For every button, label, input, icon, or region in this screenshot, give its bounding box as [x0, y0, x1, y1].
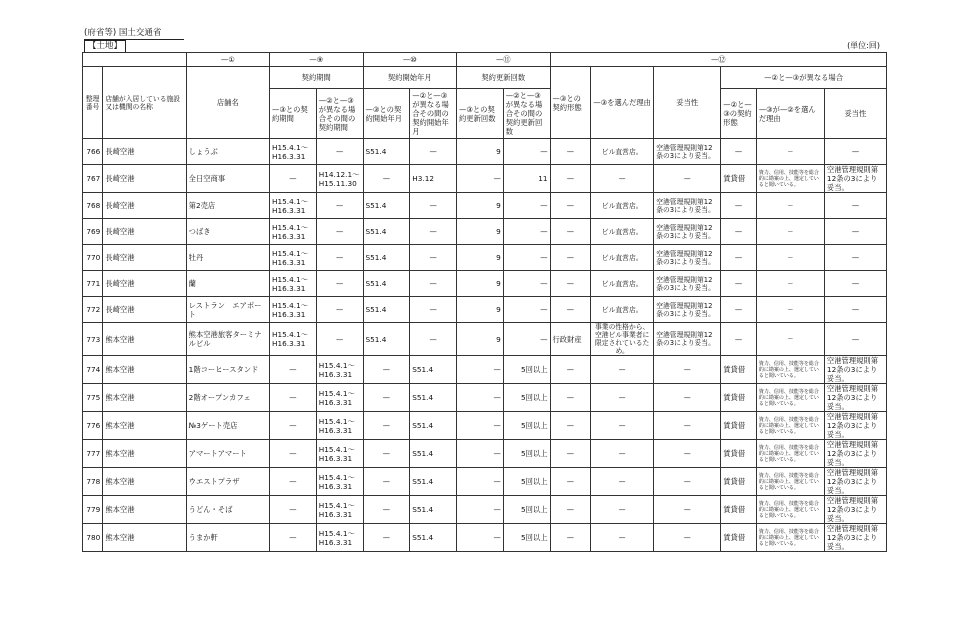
cell-p2: H15.4.1～H16.3.31 [316, 356, 363, 384]
cell-store: 全日空商事 [186, 165, 269, 193]
cell-valid: — [654, 468, 721, 496]
cell-p2: — [316, 219, 363, 245]
cell-s3: S51.4 [363, 219, 410, 245]
cell-form2: — [721, 271, 757, 297]
cell-r2: 5回以上 [503, 384, 550, 412]
table-row [83, 412, 887, 440]
contract-table [82, 52, 887, 552]
cell-form2: — [721, 297, 757, 323]
cell-form2: — [721, 323, 757, 356]
cell-store: 2階オープンカフェ [186, 384, 269, 412]
cell-s2: S51.4 [410, 384, 457, 412]
cell-reason2: — [756, 193, 824, 219]
cell-s2: — [410, 219, 457, 245]
cell-form3: — [550, 219, 591, 245]
cell-reason3: ビル直営店。 [591, 297, 654, 323]
cell-s2: S51.4 [410, 440, 457, 468]
unit-label: (単位:回) [847, 41, 880, 50]
cell-r3: — [457, 440, 504, 468]
cell-r3: 9 [457, 297, 504, 323]
facility-header: 店舗が入居している施設又は機関の名称 [103, 67, 186, 139]
cell-p2: H15.4.1～H16.3.31 [316, 440, 363, 468]
cell-store: つばき [186, 219, 269, 245]
cell-valid2: 空港管理規則第12条の3により妥当。 [824, 440, 886, 468]
cell-facility: 熊本空港 [103, 323, 186, 356]
cell-s2: S51.4 [410, 468, 457, 496]
cell-form3: — [550, 139, 591, 165]
cell-valid: — [654, 412, 721, 440]
cell-reason3: — [591, 165, 654, 193]
table-row [83, 468, 887, 496]
cell-store: アマートアマート [186, 440, 269, 468]
cell-valid2: — [824, 245, 886, 271]
valid2-header: 妥当性 [824, 89, 886, 139]
cell-facility: 熊本空港 [103, 524, 186, 552]
cell-r2: 5回以上 [503, 412, 550, 440]
cell-valid2: — [824, 323, 886, 356]
cell-p2: — [316, 245, 363, 271]
cell-facility: 長崎空港 [103, 165, 186, 193]
cell-reason2: — [756, 297, 824, 323]
cell-s3: — [363, 165, 410, 193]
cell-s3: S51.4 [363, 323, 410, 356]
cell-num: 778 [83, 468, 103, 496]
cell-store: 第2売店 [186, 193, 269, 219]
cell-valid: — [654, 524, 721, 552]
cell-valid2: — [824, 271, 886, 297]
cell-r2: — [503, 193, 550, 219]
table-row [83, 384, 887, 412]
cell-store: レストラン エアポート [186, 297, 269, 323]
cell-p3: H15.4.1～H16.3.31 [270, 139, 317, 165]
cell-form2: 賃貸借 [721, 524, 757, 552]
cell-valid: 空港管理規則第12条の3により妥当。 [654, 323, 721, 356]
cell-reason2: — [756, 323, 824, 356]
cell-store: うまか軒 [186, 524, 269, 552]
cell-valid: — [654, 440, 721, 468]
group-12-header: —⑫ [550, 53, 886, 67]
cell-valid2: — [824, 219, 886, 245]
cell-s3: — [363, 412, 410, 440]
cell-facility: 熊本空港 [103, 356, 186, 384]
cell-r2: — [503, 297, 550, 323]
cell-facility: 長崎空港 [103, 139, 186, 165]
table-row [83, 139, 887, 165]
cell-p3: — [270, 524, 317, 552]
cell-r3: — [457, 524, 504, 552]
cell-reason3: — [591, 384, 654, 412]
start-header: 契約開始年月 [363, 67, 457, 89]
cell-s3: S51.4 [363, 139, 410, 165]
cell-form2: 賃貸借 [721, 356, 757, 384]
cell-reason3: ビル直営店。 [591, 193, 654, 219]
cell-valid2: — [824, 139, 886, 165]
cell-facility: 熊本空港 [103, 412, 186, 440]
cell-r2: 5回以上 [503, 468, 550, 496]
cell-p2: — [316, 193, 363, 219]
cell-form3: — [550, 245, 591, 271]
cell-reason3: ビル直営店。 [591, 245, 654, 271]
cell-p2: — [316, 323, 363, 356]
cell-form2: 賃貸借 [721, 165, 757, 193]
cell-form3: — [550, 384, 591, 412]
cell-valid: — [654, 496, 721, 524]
cell-r3: 9 [457, 219, 504, 245]
cell-r2: — [503, 271, 550, 297]
start3-header: —③との契約開始年月 [363, 89, 410, 139]
cell-p3: — [270, 440, 317, 468]
cell-s3: — [363, 524, 410, 552]
cell-valid: 空港管理規則第12条の3により妥当。 [654, 219, 721, 245]
cell-form3: — [550, 165, 591, 193]
table-row [83, 165, 887, 193]
cell-r2: 5回以上 [503, 440, 550, 468]
cell-s3: S51.4 [363, 297, 410, 323]
cell-valid2: 空港管理規則第12条の3により妥当。 [824, 412, 886, 440]
cell-r3: — [457, 384, 504, 412]
cell-p2: H15.4.1～H16.3.31 [316, 496, 363, 524]
cell-num: 776 [83, 412, 103, 440]
cell-r2: — [503, 245, 550, 271]
cell-form3: — [550, 412, 591, 440]
cell-p3: H15.4.1～H16.3.31 [270, 271, 317, 297]
cell-valid: — [654, 384, 721, 412]
start2-header: —②と—③が異なる場合その間の契約開始年月 [410, 89, 457, 139]
cell-r2: 5回以上 [503, 524, 550, 552]
cell-valid: 空港管理規則第12条の3により妥当。 [654, 297, 721, 323]
cell-reason3: ビル直営店。 [591, 271, 654, 297]
cell-s3: S51.4 [363, 193, 410, 219]
cell-s2: — [410, 245, 457, 271]
cell-reason2: 資力、信用、技能等を総合的に勘案の上、選定していると聞いている。 [756, 165, 824, 193]
cell-form2: — [721, 245, 757, 271]
cell-s3: S51.4 [363, 245, 410, 271]
cell-s3: — [363, 496, 410, 524]
cell-num: 780 [83, 524, 103, 552]
cell-store: 1階コーヒースタンド [186, 356, 269, 384]
period3-header: —③との契約期間 [270, 89, 317, 139]
cell-form2: 賃貸借 [721, 496, 757, 524]
cell-form3: — [550, 193, 591, 219]
cell-s2: — [410, 297, 457, 323]
cell-r3: — [457, 165, 504, 193]
cell-reason3: ビル直営店。 [591, 139, 654, 165]
cell-reason3: — [591, 496, 654, 524]
cell-p2: — [316, 271, 363, 297]
cell-s3: — [363, 384, 410, 412]
cell-num: 775 [83, 384, 103, 412]
cell-reason2: — [756, 139, 824, 165]
cell-num: 774 [83, 356, 103, 384]
cell-p2: H15.4.1～H16.3.31 [316, 468, 363, 496]
cell-num: 772 [83, 297, 103, 323]
cell-r3: — [457, 468, 504, 496]
cell-p3: — [270, 356, 317, 384]
cell-num: 773 [83, 323, 103, 356]
renew3-header: —③との契約更新回数 [457, 89, 504, 139]
cell-form3: — [550, 440, 591, 468]
cell-num: 769 [83, 219, 103, 245]
cell-s3: — [363, 440, 410, 468]
cell-r3: 9 [457, 245, 504, 271]
cell-valid2: 空港管理規則第12条の3により妥当。 [824, 524, 886, 552]
group-10-header: —⑩ [363, 53, 457, 67]
cell-p3: — [270, 468, 317, 496]
cell-reason2: — [756, 271, 824, 297]
cell-form3: 行政財産 [550, 323, 591, 356]
cell-facility: 熊本空港 [103, 384, 186, 412]
group-1-header: —① [186, 53, 269, 67]
cell-p3: H15.4.1～H16.3.31 [270, 219, 317, 245]
cell-valid2: — [824, 297, 886, 323]
cell-p3: H15.4.1～H16.3.31 [270, 323, 317, 356]
number-header: 整理番号 [83, 67, 103, 139]
cell-valid2: 空港管理規則第12条の3により妥当。 [824, 496, 886, 524]
cell-num: 779 [83, 496, 103, 524]
cell-valid2: — [824, 193, 886, 219]
cell-reason3: — [591, 468, 654, 496]
cell-reason2: 資力、信用、技能等を総合的に勘案の上、選定していると聞いている。 [756, 412, 824, 440]
cell-reason2: 資力、信用、技能等を総合的に勘案の上、選定していると聞いている。 [756, 384, 824, 412]
cell-facility: 長崎空港 [103, 297, 186, 323]
cell-store: №3ゲート売店 [186, 412, 269, 440]
cell-s2: — [410, 139, 457, 165]
cell-form2: — [721, 139, 757, 165]
cell-form3: — [550, 524, 591, 552]
cell-form2: 賃貸借 [721, 412, 757, 440]
cell-num: 770 [83, 245, 103, 271]
cell-valid: 空港管理規則第12条の3により妥当。 [654, 139, 721, 165]
cell-p2: H14.12.1～H15.11.30 [316, 165, 363, 193]
cell-store: 牡丹 [186, 245, 269, 271]
cell-p2: H15.4.1～H16.3.31 [316, 384, 363, 412]
cell-r3: 9 [457, 139, 504, 165]
cell-facility: 熊本空港 [103, 496, 186, 524]
table-row [83, 323, 887, 356]
cell-reason2: 資力、信用、技能等を総合的に勘案の上、選定していると聞いている。 [756, 468, 824, 496]
cell-reason3: 事業の性格から、空港ビル事業者に限定されているため。 [591, 323, 654, 356]
cell-facility: 熊本空港 [103, 440, 186, 468]
cell-form2: — [721, 193, 757, 219]
cell-s3: — [363, 356, 410, 384]
cell-facility: 熊本空港 [103, 468, 186, 496]
diff-header: —②と—③が異なる場合 [721, 67, 887, 89]
cell-num: 771 [83, 271, 103, 297]
cell-r3: — [457, 412, 504, 440]
cell-r2: 5回以上 [503, 356, 550, 384]
cell-valid: 空港管理規則第12条の3により妥当。 [654, 271, 721, 297]
cell-reason3: ビル直営店。 [591, 219, 654, 245]
group-blank [83, 53, 187, 67]
cell-valid2: 空港管理規則第12条の3により妥当。 [824, 468, 886, 496]
cell-r2: — [503, 323, 550, 356]
period2-header: —②と—③が異なる場合その間の契約期間 [316, 89, 363, 139]
cell-p2: — [316, 139, 363, 165]
valid-header: 妥当性 [654, 67, 721, 139]
cell-valid: 空港管理規則第12条の3により妥当。 [654, 193, 721, 219]
cell-form3: — [550, 496, 591, 524]
cell-s3: — [363, 468, 410, 496]
cell-valid: 空港管理規則第12条の3により妥当。 [654, 245, 721, 271]
table-row [83, 297, 887, 323]
cell-p3: H15.4.1～H16.3.31 [270, 297, 317, 323]
cell-s2: H3.12 [410, 165, 457, 193]
table-row [83, 245, 887, 271]
cell-s2: — [410, 271, 457, 297]
cell-valid: — [654, 356, 721, 384]
cell-form3: — [550, 297, 591, 323]
cell-form3: — [550, 271, 591, 297]
cell-store: 蘭 [186, 271, 269, 297]
cell-reason3: — [591, 524, 654, 552]
cell-reason2: 資力、信用、技能等を総合的に勘案の上、選定していると聞いている。 [756, 496, 824, 524]
cell-valid2: 空港管理規則第12条の3により妥当。 [824, 356, 886, 384]
cell-p3: — [270, 384, 317, 412]
reason3-header: —③を選んだ理由 [591, 67, 654, 139]
cell-form2: 賃貸借 [721, 384, 757, 412]
cell-s2: S51.4 [410, 412, 457, 440]
cell-r3: 9 [457, 271, 504, 297]
table-row [83, 496, 887, 524]
cell-p2: H15.4.1～H16.3.31 [316, 412, 363, 440]
cell-r2: 5回以上 [503, 496, 550, 524]
cell-reason2: 資力、信用、技能等を総合的に勘案の上、選定していると聞いている。 [756, 356, 824, 384]
cell-reason3: — [591, 440, 654, 468]
cell-p2: H15.4.1～H16.3.31 [316, 524, 363, 552]
cell-p3: — [270, 412, 317, 440]
cell-facility: 長崎空港 [103, 271, 186, 297]
cell-reason3: — [591, 412, 654, 440]
cell-r3: 9 [457, 323, 504, 356]
group-11-header: —⑪ [457, 53, 551, 67]
cell-p3: H15.4.1～H16.3.31 [270, 245, 317, 271]
renew-header: 契約更新回数 [457, 67, 551, 89]
cell-facility: 長崎空港 [103, 219, 186, 245]
cell-facility: 長崎空港 [103, 245, 186, 271]
cell-p3: — [270, 165, 317, 193]
cell-store: ウエストプラザ [186, 468, 269, 496]
cell-form2: 賃貸借 [721, 468, 757, 496]
table-row [83, 440, 887, 468]
cell-s2: S51.4 [410, 356, 457, 384]
cell-reason2: — [756, 245, 824, 271]
cell-store: うどん・そば [186, 496, 269, 524]
table-row [83, 524, 887, 552]
cell-form3: — [550, 468, 591, 496]
group-9-header: —⑨ [270, 53, 364, 67]
cell-reason2: 資力、信用、技能等を総合的に勘案の上、選定していると聞いている。 [756, 440, 824, 468]
cell-s2: S51.4 [410, 524, 457, 552]
form2-header: —②と—③の契約形態 [721, 89, 757, 139]
table-row [83, 219, 887, 245]
cell-store: しょうぶ [186, 139, 269, 165]
period-header: 契約期間 [270, 67, 364, 89]
cell-r3: 9 [457, 193, 504, 219]
cell-p3: H15.4.1～H16.3.31 [270, 193, 317, 219]
table-row [83, 193, 887, 219]
cell-r2: — [503, 219, 550, 245]
cell-s3: S51.4 [363, 271, 410, 297]
cell-p2: — [316, 297, 363, 323]
cell-form2: 賃貸借 [721, 440, 757, 468]
cell-reason2: 資力、信用、技能等を総合的に勘案の上、選定していると聞いている。 [756, 524, 824, 552]
renew2-header: —②と—③が異なる場合その間の契約更新回数 [503, 89, 550, 139]
ministry-label: (府省等) 国土交通省 [84, 26, 184, 40]
table-row [83, 271, 887, 297]
table-row [83, 356, 887, 384]
cell-num: 767 [83, 165, 103, 193]
cell-num: 766 [83, 139, 103, 165]
cell-valid2: 空港管理規則第12条の3により妥当。 [824, 165, 886, 193]
cell-num: 777 [83, 440, 103, 468]
cell-s2: — [410, 323, 457, 356]
cell-form3: — [550, 356, 591, 384]
cell-form2: — [721, 219, 757, 245]
cell-r2: 11 [503, 165, 550, 193]
cell-r3: — [457, 356, 504, 384]
cell-num: 768 [83, 193, 103, 219]
cell-r2: — [503, 139, 550, 165]
cell-reason2: — [756, 219, 824, 245]
cell-s2: — [410, 193, 457, 219]
reason2-header: —③が—②を選んだ理由 [756, 89, 824, 139]
cell-valid2: 空港管理規則第12条の3により妥当。 [824, 384, 886, 412]
store-header: 店舗名 [186, 67, 269, 139]
cell-s2: S51.4 [410, 496, 457, 524]
cell-r3: — [457, 496, 504, 524]
cell-p3: — [270, 496, 317, 524]
cell-reason3: — [591, 356, 654, 384]
form3-header: —③との契約形態 [550, 67, 591, 139]
category-label: 【土地】 [84, 40, 126, 53]
cell-facility: 長崎空港 [103, 193, 186, 219]
cell-store: 熊本空港旅客ターミナルビル [186, 323, 269, 356]
cell-valid: — [654, 165, 721, 193]
